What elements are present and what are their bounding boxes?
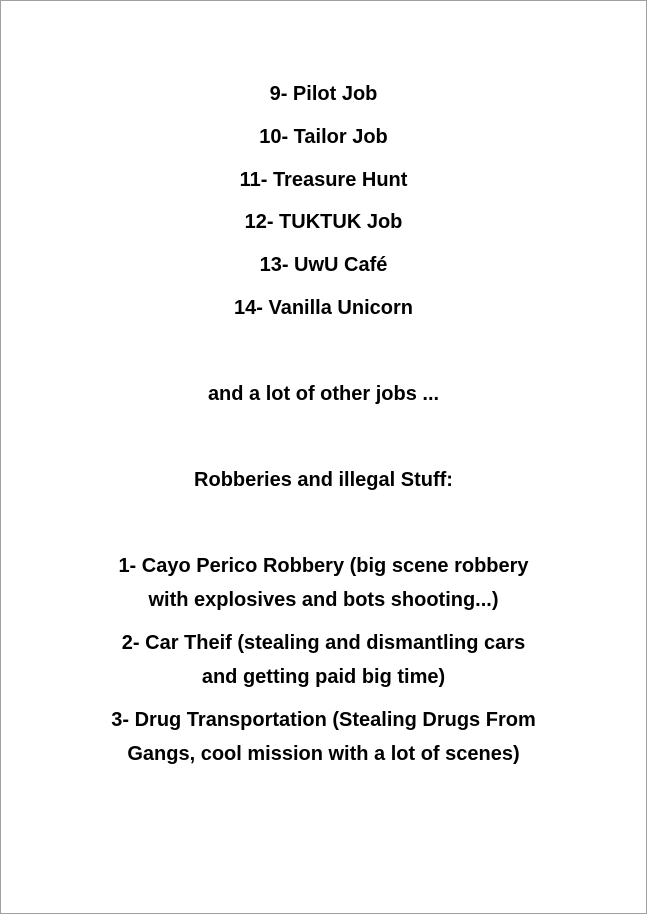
robbery-item-drug-transportation [41, 703, 606, 771]
robberies-heading: Robberies and illegal Stuff: [194, 469, 453, 491]
job-item-vanilla-unicorn: 14- Vanilla Unicorn [234, 297, 413, 319]
job-item-treasure-hunt: 11- Treasure Hunt [239, 169, 408, 191]
job-item-pilot: 9- Pilot Job [269, 83, 378, 105]
other-jobs-note: and a lot of other jobs ... [207, 383, 440, 405]
job-item-tuktuk: 12- TUKTUK Job [244, 211, 403, 233]
robbery-item-line: 1- Cayo Perico Robbery (big scene robbery [118, 555, 529, 577]
robbery-item-line: with explosives and bots shooting...) [148, 589, 499, 611]
robbery-item-line: 2- Car Theif (stealing and dismantling cars [121, 632, 526, 654]
robbery-item-line: Gangs, cool mission with a lot of scenes) [127, 743, 520, 765]
robbery-item-line: and getting paid big time) [201, 666, 446, 688]
robbery-item-line: 3- Drug Transportation (Stealing Drugs From [111, 709, 536, 731]
robbery-item-cayo-perico [41, 549, 606, 617]
job-item-uwu-cafe: 13- UwU Café [259, 254, 388, 276]
job-item-tailor: 10- Tailor Job [259, 126, 388, 148]
robbery-item-car-theif [41, 626, 606, 694]
